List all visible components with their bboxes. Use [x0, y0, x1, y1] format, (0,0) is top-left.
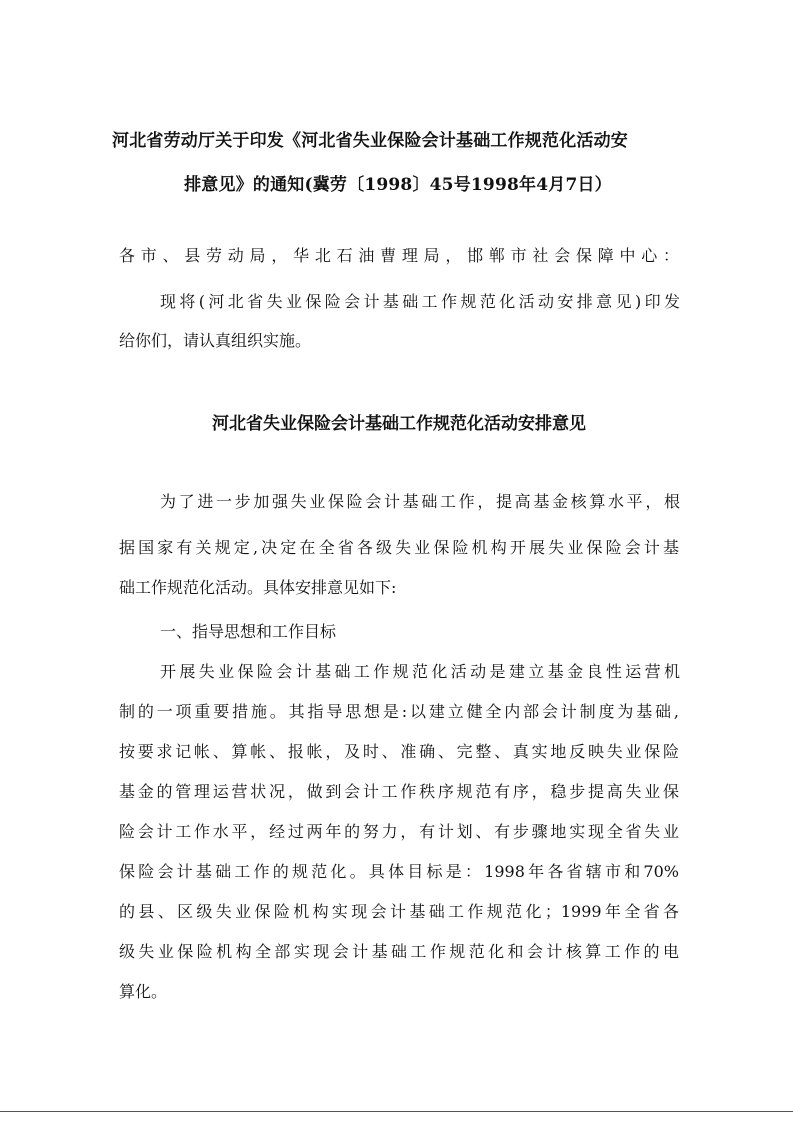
- body-line-5: 险会计工作水平，经过两年的努力，有计划、有步骤地实现全省失业: [119, 822, 679, 841]
- body-line-8: 级失业保险机构全部实现会计基础工作规范化和会计核算工作的电: [119, 942, 679, 961]
- body-line-7: 的县、区级失业保险机构实现会计基础工作规范化；1999年全省各: [119, 902, 679, 921]
- intro-line-2: 据国家有关规定,决定在全省各级失业保险机构开展失业保险会计基: [119, 538, 679, 557]
- document-title-line-1: 河北省劳动厅关于印发《河北省失业保险会计基础工作规范化活动安: [112, 131, 628, 151]
- body-line-4: 基金的管理运营状况，做到会计工作秩序规范有序，稳步提高失业保: [119, 782, 679, 801]
- page-bottom-divider: [0, 1111, 793, 1112]
- body-line-1: 开展失业保险会计基础工作规范化活动是建立基金良性运营机: [160, 662, 680, 681]
- section-title: 河北省失业保险会计基础工作规范化活动安排意见: [212, 414, 586, 434]
- body-line-9: 算化。: [119, 982, 168, 1001]
- body-line-3: 按要求记帐、算帐、报帐，及时、准确、完整、真实地反映失业保险: [119, 742, 679, 761]
- heading-one: 一、指导思想和工作目标: [160, 622, 337, 641]
- intro-line-3: 础工作规范化活动。具体安排意见如下:: [119, 578, 397, 597]
- document-title-line-2: 排意见》的通知(冀劳〔1998〕45号1998年4月7日）: [184, 175, 612, 195]
- intro-line-1: 为了进一步加强失业保险会计基础工作，提高基金核算水平，根: [160, 492, 680, 511]
- body-line-2: 制的一项重要措施。其指导思想是:以建立健全内部会计制度为基础,: [119, 702, 679, 721]
- notice-line-1: 现将(河北省失业保险会计基础工作规范化活动安排意见)印发: [160, 292, 680, 311]
- recipients-line: 各市、县劳动局，华北石油曹理局，邯郸市社会保障中心：: [119, 246, 679, 265]
- notice-line-2: 给你们，请认真组织实施。: [119, 331, 312, 350]
- body-line-6: 保险会计基础工作的规范化。具体目标是：1998年各省辖市和70%: [119, 862, 679, 881]
